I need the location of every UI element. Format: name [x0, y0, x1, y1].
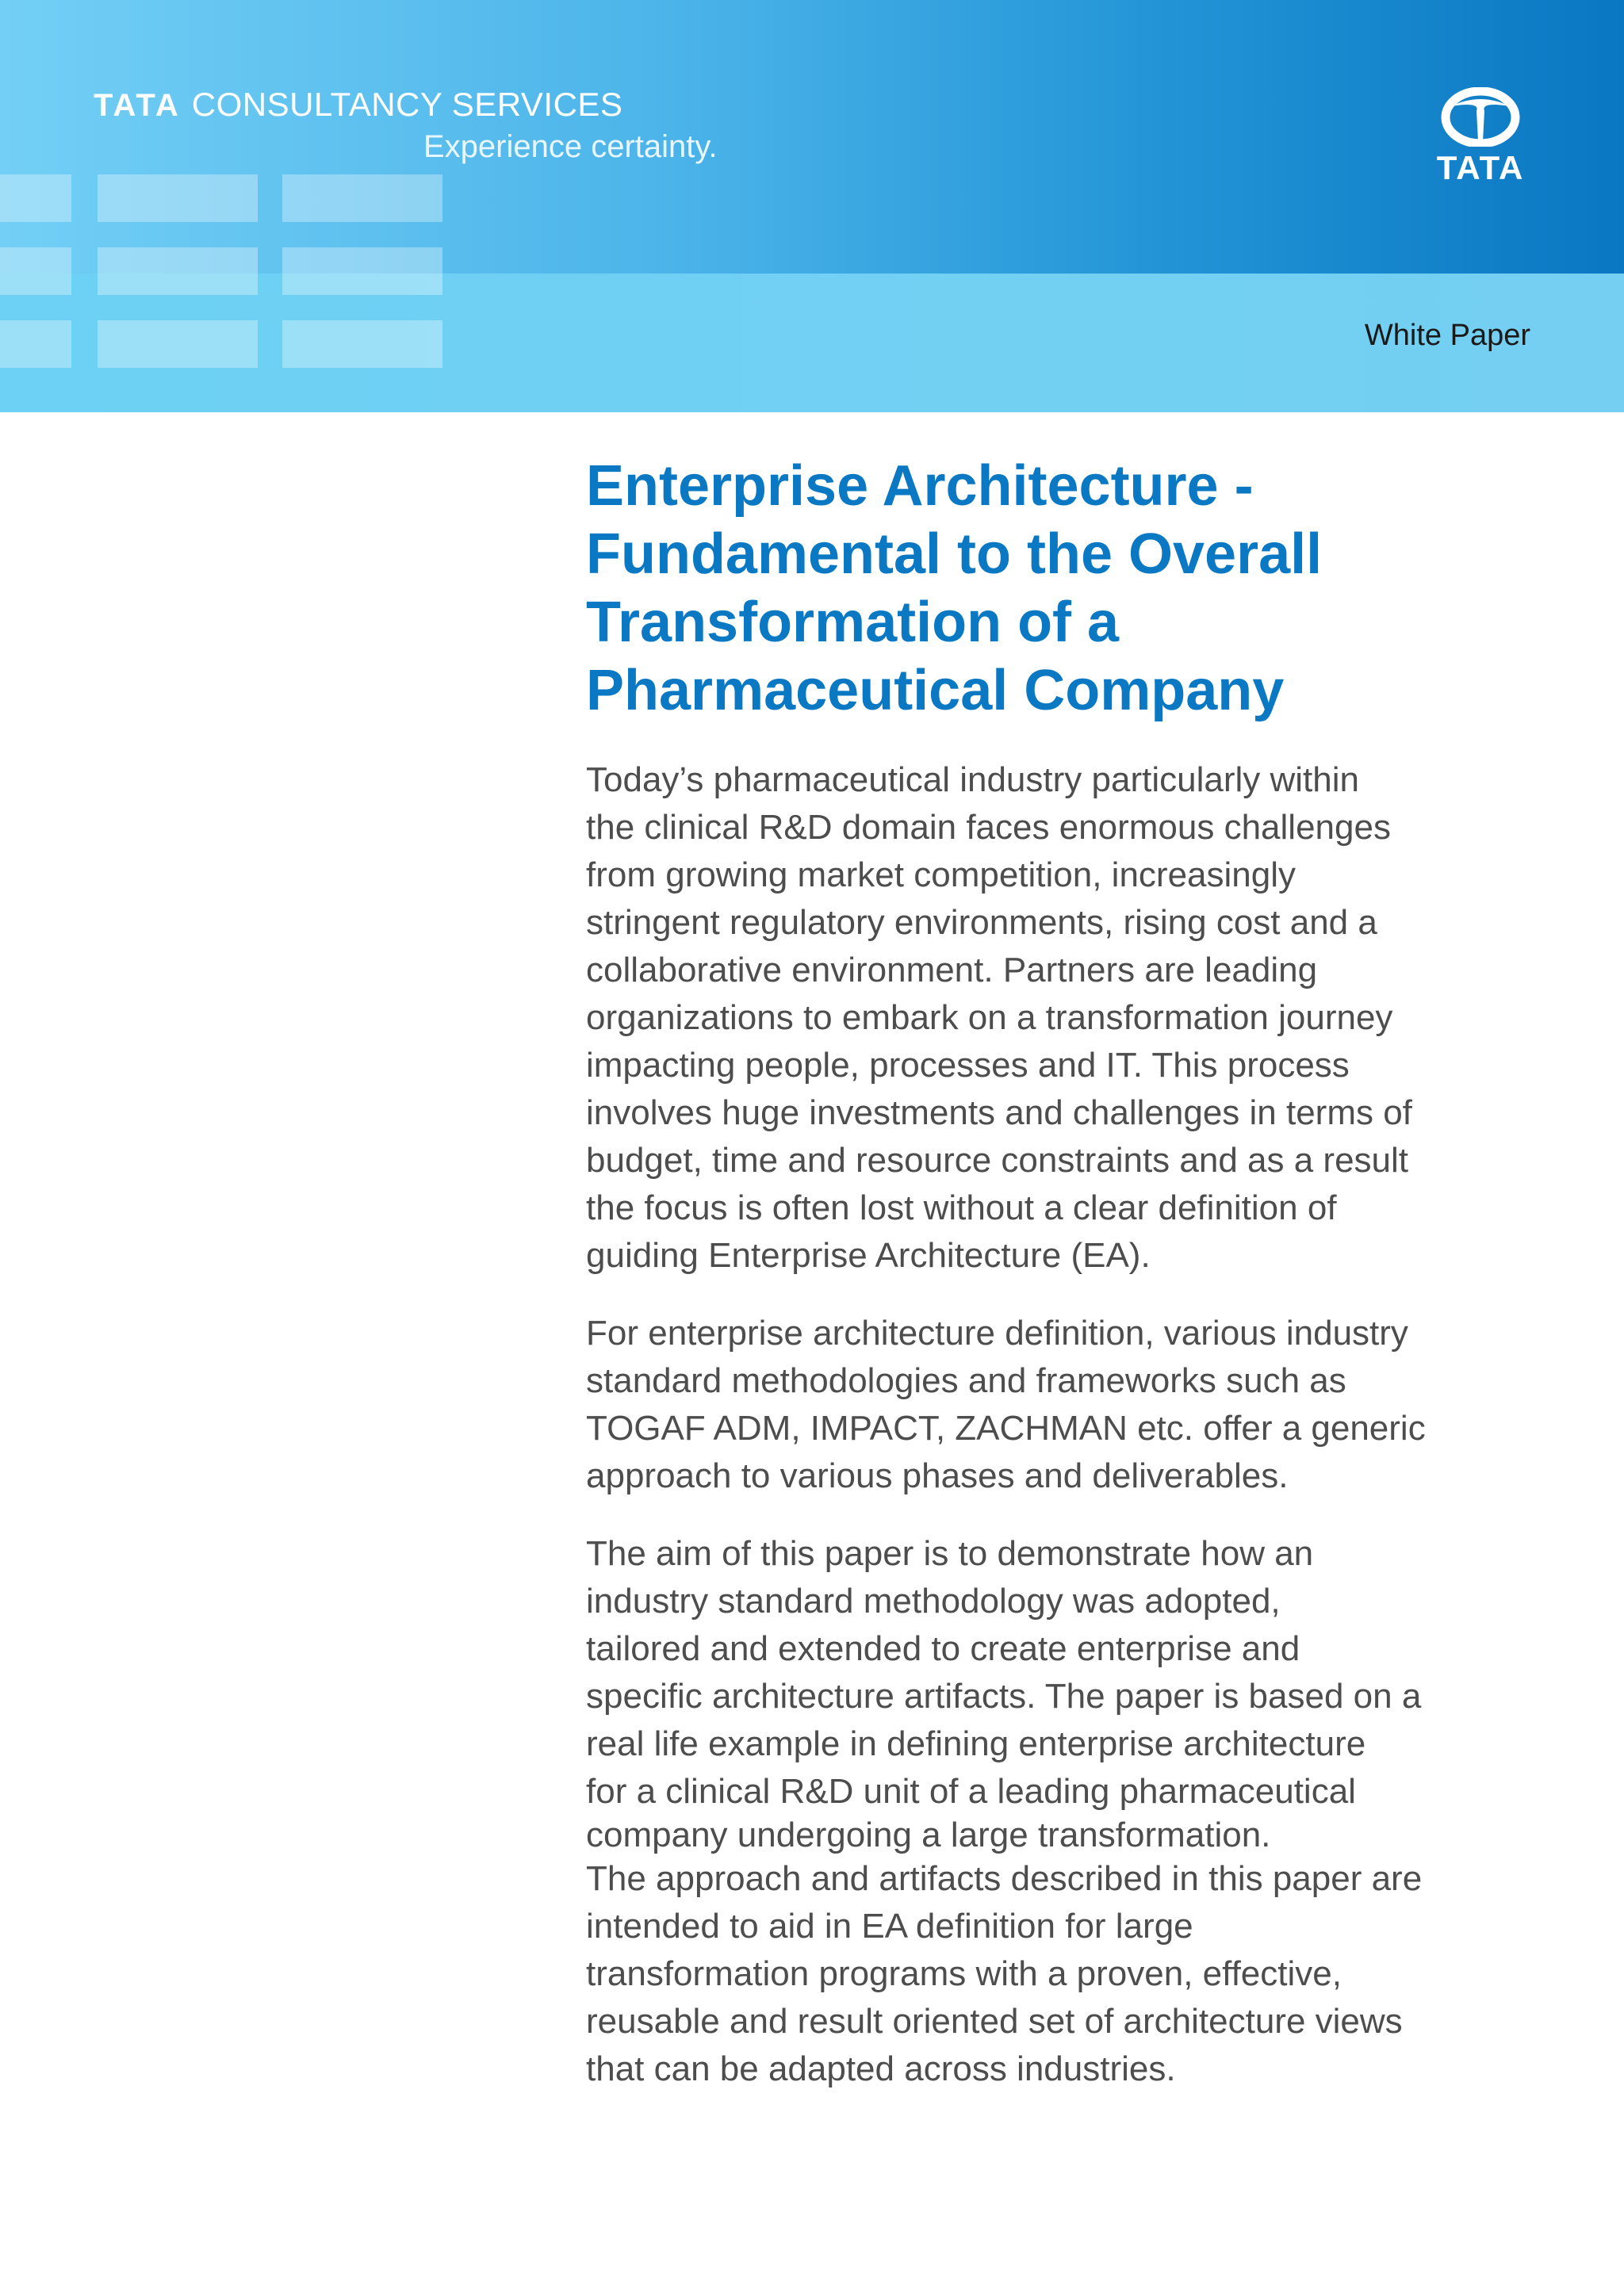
document-type-label: White Paper	[1364, 319, 1530, 352]
decorative-tile	[282, 320, 442, 368]
text-line: the clinical R&D domain faces enormous challenges	[586, 808, 1391, 847]
intro-paragraph	[586, 756, 1522, 1280]
text-line: approach to various phases and deliverables.	[586, 1456, 1289, 1495]
text-line: industry standard methodology was adopted,	[586, 1582, 1281, 1621]
text-line: tailored and extended to create enterprise and	[586, 1629, 1300, 1668]
decorative-tile	[98, 174, 258, 222]
text-line: The aim of this paper is to demonstrate how an	[586, 1534, 1314, 1573]
text-line: that can be adapted across industries.	[586, 2049, 1176, 2088]
title-line: Fundamental to the Overall	[586, 522, 1323, 586]
text-line: stringent regulatory environments, rising cost and a	[586, 903, 1377, 942]
decorative-tile	[0, 247, 71, 295]
decorative-tile	[98, 320, 258, 368]
tata-emblem-icon	[1429, 87, 1532, 147]
text-line: guiding Enterprise Architecture (EA).	[586, 1236, 1151, 1275]
title-line: Enterprise Architecture -	[586, 454, 1254, 518]
text-line: for a clinical R&D unit of a leading pharmaceutical	[586, 1772, 1356, 1811]
decorative-tile	[0, 320, 71, 368]
text-line: real life example in defining enterprise architecture	[586, 1724, 1366, 1763]
brand-logo-text	[94, 86, 622, 124]
text-line: Today’s pharmaceutical industry particularly within	[586, 760, 1359, 799]
text-line: involves huge investments and challenges in terms of	[586, 1093, 1412, 1132]
text-line: collaborative environment. Partners are leading	[586, 951, 1318, 989]
tata-logo-word: TATA	[1436, 149, 1525, 186]
text-line: intended to aid in EA definition for large	[586, 1907, 1193, 1946]
text-line: from growing market competition, increasingly	[586, 855, 1297, 894]
page-title	[586, 452, 1522, 725]
text-line: impacting people, processes and IT. This process	[586, 1046, 1350, 1085]
title-line: Pharmaceutical Company	[586, 659, 1285, 722]
decorative-tile	[282, 174, 442, 222]
frameworks-paragraph	[586, 1310, 1522, 1500]
text-line: For enterprise architecture definition, various industry	[586, 1314, 1408, 1353]
text-line: TOGAF ADM, IMPACT, ZACHMAN etc. offer a generic	[586, 1409, 1426, 1448]
approach-paragraph	[586, 1855, 1522, 2093]
text-line: reusable and result oriented set of architecture views	[586, 2002, 1403, 2041]
text-line: The approach and artifacts described in this paper are	[586, 1859, 1423, 1898]
header-band-top	[0, 0, 1624, 274]
brand-mark: TATA	[94, 88, 181, 123]
text-line: company undergoing a large transformation.	[586, 1816, 1271, 1854]
decorative-tile	[98, 247, 258, 295]
text-line: organizations to embark on a transformation journey	[586, 998, 1393, 1037]
text-line: transformation programs with a proven, effective,	[586, 1954, 1342, 1993]
text-line: standard methodologies and frameworks such as	[586, 1361, 1346, 1400]
text-line: the focus is often lost without a clear definition of	[586, 1188, 1337, 1227]
header-banner	[0, 0, 1624, 412]
text-line: budget, time and resource constraints and as a result	[586, 1141, 1409, 1180]
text-line: specific architecture artifacts. The paper is based on a	[586, 1677, 1422, 1716]
brand-name: CONSULTANCY SERVICES	[191, 86, 623, 123]
title-line: Transformation of a	[586, 591, 1120, 654]
decorative-tile	[0, 174, 71, 222]
tata-logo	[1429, 87, 1532, 186]
decorative-tile	[282, 247, 442, 295]
main-content	[586, 452, 1522, 2093]
aim-paragraph	[586, 1530, 1522, 1855]
brand-tagline: Experience certainty.	[423, 129, 718, 164]
